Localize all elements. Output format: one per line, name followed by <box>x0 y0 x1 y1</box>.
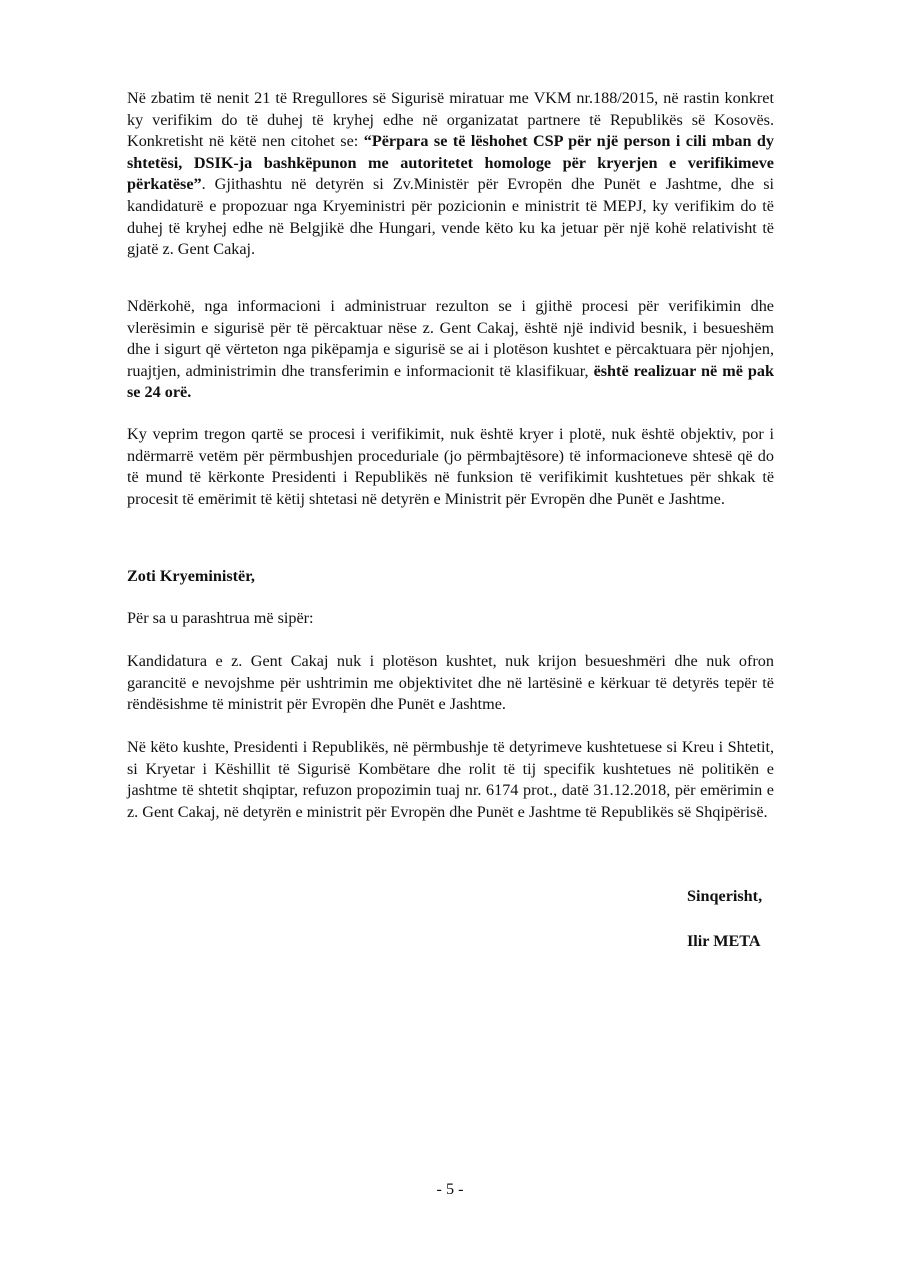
closing: Sinqerisht, <box>687 887 763 905</box>
quoted-regulation-text: “Përpara se të lëshohet CSP për një person i cili mban dy shtetësi, DSIK-ja bashkëpunon me autoritetet homologe për kryerjen e verifikimeve përkatëse” <box>127 132 774 194</box>
paragraph-process-assessment: Ky veprim tregon qartë se procesi i verifikimit, nuk është kryer i plotë, nuk është objektiv, por i ndërmarrë vetëm për përmbushjen proceduriale (jo përmbajtësore) të informacioneve shtesë që do të mund të kërkonte Presidenti i Republikës në funksion të verifikimit kushtetues për shkak të procesit të emërimit të këtij shtetasi në detyrën e Ministrit për Evropën dhe Punët e Jashtme. <box>127 425 774 508</box>
paragraph-text: Në zbatim të nenit 21 të Rregullores së Sigurisë miratuar me VKM nr.188/2015, në rastin konkret ky verifikim do të duhej të kryhej edhe në organizatat partnere të Republikës së Kosovës. Konkretisht në këtë nen citohet se: <box>127 89 774 151</box>
page-number: - 5 - <box>436 1180 464 1198</box>
emphasized-text: është realizuar në më pak se 24 orë. <box>127 361 774 402</box>
paragraph-text: Ndërkohë, nga informacioni i administruar rezulton se i gjithë procesi për verifikimin dhe vlerësimin e sigurisë për të përcaktuar nëse z. Gent Cakaj, është një individ besnik, i besueshëm dhe i sigurt që vërteton nga pikëpamja e sigurisë se ai i plotëson kushtet e përcaktuara për njohjen, ruajtjen, administrimin dhe transferimin e informacionit të klasifikuar, <box>127 297 774 380</box>
intro-line: Për sa u parashtrua më sipër: <box>127 609 314 627</box>
salutation: Zoti Kryeministër, <box>127 567 255 585</box>
paragraph-text: . Gjithashtu në detyrën si Zv.Ministër për Evropën dhe Punët e Jashtme, dhe si kandidaturë e propozuar nga Kryeministri për pozicionin e ministrit të MEPJ, ky verifikim do të duhej të kryhej edhe në Belgjikë dhe Hungari, vende këto ku ka jetuar për një kohë relativisht të gjatë z. Gent Cakaj. <box>127 175 774 259</box>
paragraph-refusal: Në këto kushte, Presidenti i Republikës, në përmbushje të detyrimeve kushtetuese si Kreu i Shtetit, si Kryetar i Këshillit të Sigurisë Kombëtare dhe rolit të tij specifik kushtetues në politikën e jashtme të shtetit shqiptar, refuzon propozimin tuaj nr. 6174 prot., datë 31.12.2018, për emërimin e z. Gent Cakaj, në detyrën e ministrit për Evropën dhe Punët e Jashtme të Republikës së Shqipërisë. <box>127 738 774 821</box>
paragraph-verification-timing <box>127 296 774 404</box>
paragraph-candidacy-conclusion: Kandidatura e z. Gent Cakaj nuk i plotëson kushtet, nuk krijon besueshmëri dhe nuk ofron garancitë e nevojshme për ushtrimin me objektivitet dhe në lartësinë e kërkuar të detyrës tepër të rëndësishme të ministrit për Evropën dhe Punët e Jashtme. <box>127 652 774 714</box>
paragraph-regulation-verification <box>127 88 774 261</box>
signature: Ilir META <box>687 932 761 950</box>
